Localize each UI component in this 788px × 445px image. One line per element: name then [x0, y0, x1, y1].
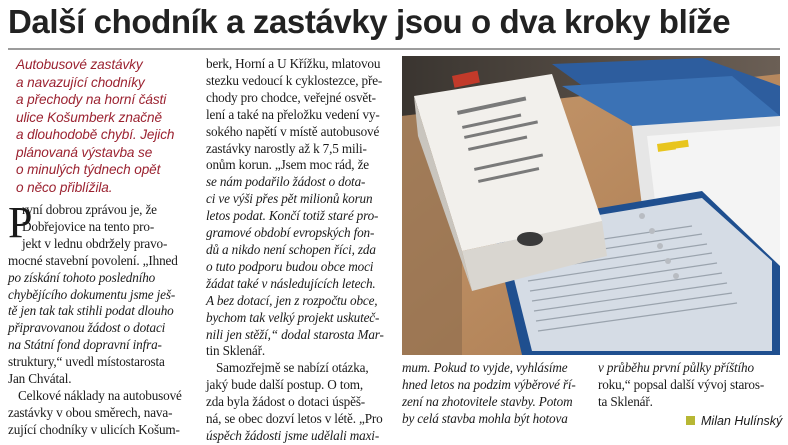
body-line: rvní dobrou zprávou je, že — [22, 202, 157, 217]
lead-line: a přechody na horní části — [16, 92, 167, 107]
body-line: tin Sklenář. — [206, 343, 265, 359]
body-line: berk, Horní a U Křížku, mlatovou — [206, 56, 381, 71]
body-line: chody pro chodce, veřejné osvět- — [206, 89, 376, 105]
column-1 — [8, 56, 198, 439]
lead-line: a navazující chodníky — [16, 74, 145, 90]
body-line: onům korun. „Jsem moc rád, že — [206, 157, 370, 173]
body-line: Samozřejmě se nabízí otázka, — [216, 360, 369, 376]
article-photo — [402, 56, 780, 355]
lead-line: plánovaná výstavba se — [16, 144, 153, 160]
body-line: po získání tohoto posledního — [8, 269, 156, 285]
lead-paragraph — [8, 56, 198, 196]
body-line: v průběhu první půlky příštího — [598, 360, 754, 375]
headline-rule — [8, 48, 780, 50]
lead-line: o něco přiblížila. — [16, 179, 113, 195]
body-line: Jan Chvátal. — [8, 371, 72, 387]
box-handle-hole — [517, 232, 543, 246]
byline-square-icon — [686, 416, 695, 425]
body-line: zastávky v obou směrech, nava- — [8, 404, 173, 420]
lead-line: a dlouhodobě chybí. Jejich — [16, 127, 175, 142]
body-line: tě jen tak tak stihli podat dlouho — [8, 303, 174, 319]
column-4 — [598, 360, 786, 411]
column-3 — [402, 360, 590, 428]
body-line: zující chodníky v ulicích Košum- — [8, 421, 180, 437]
body-line: sokého napětí v místě autobusové — [206, 123, 380, 139]
lead-line: o minulých týdnech opět — [16, 162, 161, 177]
headline: Další chodník a zastávky jsou o dva kroky blíže — [8, 3, 731, 40]
lead-line: Autobusové zastávky — [16, 57, 143, 72]
body-line: mum. Pokud to vyjde, vyhlásíme — [402, 360, 568, 375]
lead-line: ulice Košumberk značně — [16, 109, 162, 125]
body-line: nili jen stěží,“ dodal starosta Mar- — [206, 326, 384, 342]
body-line: ná, se obec dozví letos v létě. „Pro — [206, 411, 383, 427]
body-line: hned letos na podzim výběrové ří- — [402, 376, 576, 392]
body-line: ta Sklenář. — [598, 393, 653, 409]
body-line: Dobřejovice na tento pro- — [22, 218, 155, 234]
drop-cap: P — [8, 198, 33, 247]
body-line: jekt v lednu obdržely pravo- — [22, 235, 168, 251]
body-line: bychom tak velký projekt uskuteč- — [206, 309, 380, 325]
body-line: stezku vedoucí k cyklostezce, pře- — [206, 72, 383, 88]
author-byline — [686, 414, 782, 428]
body-line: roku,“ popsal další vývoj staros- — [598, 376, 765, 392]
body-line: se nám podařilo žádost o dota- — [206, 174, 366, 190]
body-line: zastávky narostly až k 7,5 mili- — [206, 140, 367, 156]
body-line: zení na zhotovitele stavby. Potom — [402, 393, 573, 409]
body-line: jaký bude další postup. O tom, — [206, 377, 364, 393]
body-line: struktury,“ uvedl místostarosta — [8, 354, 165, 370]
body-line: by celá stavba mohla být hotova — [402, 410, 568, 426]
column-2 — [206, 56, 394, 445]
first-paragraph — [8, 198, 198, 253]
body-line: letos podat. Končí totiž staré pro- — [206, 208, 379, 224]
body-line: lení a také na přeložku vedení vy- — [206, 106, 380, 122]
body-line: na Státní fond dopravní infra- — [8, 337, 162, 353]
body-line: chybějícího dokumentu jsme ješ- — [8, 286, 176, 302]
body-line: Celkové náklady na autobusové — [18, 387, 182, 403]
author-name: Milan Hulínský — [701, 414, 783, 428]
body-line: mocné stavební povolení. „Ihned — [8, 252, 178, 268]
body-line: dů a nikdo není schopen říci, zda — [206, 241, 376, 257]
body-line: gramové období evropských fon- — [206, 225, 375, 241]
body-line: zda byla žádost o dotaci úspěš- — [206, 394, 366, 410]
body-line: úspěch žádosti jsme udělali maxi- — [206, 427, 380, 443]
body-line: žádat také v následujících letech. — [206, 275, 376, 291]
photo-binders-and-documents — [402, 56, 780, 355]
body-line: A bez dotací, jen z rozpočtu obce, — [206, 292, 378, 308]
body-line: o tuto podporu budou obce moci — [206, 258, 374, 274]
body-line: připravovanou žádost o dotaci — [8, 320, 166, 336]
body-line: ci ve výši přes pět milionů korun — [206, 191, 373, 207]
